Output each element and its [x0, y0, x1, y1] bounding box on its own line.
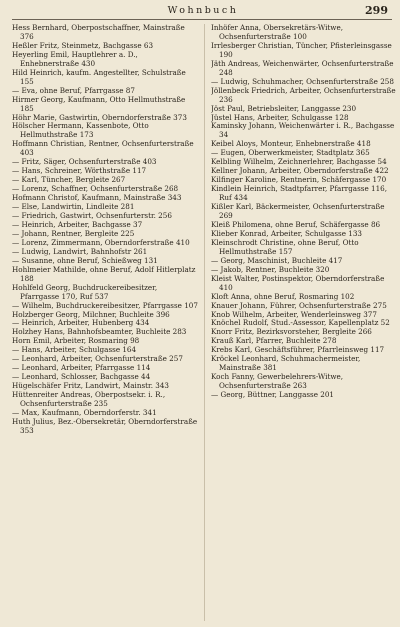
directory-entry: Hirmer Georg, Kaufmann, Otto Hellmuthstraße 185: [12, 94, 186, 113]
left-column: [12, 24, 198, 623]
header-rule: [12, 19, 392, 20]
directory-entry: Kleiß Philomena, ohne Beruf, Schäfergasse 86: [211, 219, 381, 229]
directory-entry: — Georg, Maschinist, Buchleite 417: [211, 255, 343, 265]
directory-entry: Irrlesberger Christian, Tüncher, Pfisterleinsgasse 190: [211, 40, 392, 59]
directory-entry: Kißler Karl, Bäckermeister, Ochsenfurterstraße 269: [211, 202, 385, 221]
directory-entry: — Heinrich, Arbeiter, Bachgasse 37: [12, 219, 143, 229]
directory-entry: Knauer Johann, Führer, Ochsenfurterstraße 275: [211, 300, 387, 310]
directory-entry: Jüstel Hans, Arbeiter, Schulgasse 128: [211, 112, 349, 122]
directory-entry: Krauß Karl, Pfarrer, Buchleite 278: [211, 336, 337, 346]
directory-entry: Keibel Aloys, Monteur, Enhebnerstraße 418: [211, 139, 371, 149]
directory-entry: Knorr Fritz, Bezirksvorsteher, Bergleite 266: [211, 327, 372, 337]
directory-entry: Hoffmann Christian, Rentner, Ochsenfurterstraße 403: [12, 139, 194, 158]
directory-entry: Jöst Paul, Betriebsleiter, Langgasse 230: [211, 103, 357, 113]
running-title: Wohnbuch: [167, 5, 239, 16]
directory-entry: — Friedrich, Gastwirt, Ochsenfurterstr. 256: [12, 211, 172, 221]
directory-entry: — Lorenz, Schaffner, Ochsenfurterstraße 268: [12, 184, 179, 194]
column-divider: [204, 24, 205, 621]
directory-entry: Kindlein Heinrich, Stadtpfarrer, Pfarrgasse 116, Ruf 434: [211, 184, 388, 203]
directory-entry: Krebs Karl, Geschäftsführer, Pfarrleinsweg 117: [211, 345, 385, 355]
page-number: 299: [365, 4, 388, 17]
directory-entry: Höhr Marie, Gastwirtin, Oberndorferstraße 373: [12, 112, 187, 122]
directory-entry: Hüttenreiter Andreas, Oberpostsekr. i. R., Ochsenfurterstraße 235: [12, 390, 166, 409]
directory-entry: — Johann, Rentner, Bergleite 225: [12, 228, 135, 238]
directory-entry: Holzhey Hans, Bahnhofsbeamter, Buchleite 283: [12, 327, 187, 337]
directory-entry: Hügelschäfer Fritz, Landwirt, Mainstr. 343: [12, 381, 169, 391]
directory-entry: — Max, Kaufmann, Oberndorferstr. 341: [12, 407, 157, 417]
directory-entry: Hohlmeier Mathilde, ohne Beruf, Adolf Hitlerplatz 188: [12, 264, 196, 283]
directory-entry: Jöllenbeck Friedrich, Arbeiter, Ochsenfurterstraße 236: [211, 85, 396, 104]
directory-entry: — Eva, ohne Beruf, Pfarrgasse 87: [12, 85, 135, 95]
directory-entry: Inhöfer Anna, Obersekretärs-Witwe, Ochsenfurterstraße 100: [211, 24, 344, 41]
directory-entry: Kröckel Leonhard, Schuhmachermeister, Mainstraße 381: [211, 354, 361, 373]
right-column: [211, 24, 397, 623]
directory-entry: — Fritz, Säger, Ochsenfurterstraße 403: [12, 157, 157, 167]
directory-entry: — Jakob, Rentner, Buchleite 320: [211, 264, 330, 274]
directory-entry: — Susanne, ohne Beruf, Schießweg 131: [12, 255, 158, 265]
directory-entry: — Leonhard, Arbeiter, Pfarrgasse 114: [12, 363, 151, 373]
directory-entry: — Wilhelm, Buchdruckereibesitzer, Pfarrgasse 107: [12, 300, 198, 310]
directory-entry: Kaminsky Johann, Weichenwärter i. R., Bachgasse 34: [211, 121, 395, 140]
directory-entry: Hofmann Christof, Kaufmann, Mainstraße 343: [12, 193, 182, 203]
directory-entry: Kleinschrodt Christine, ohne Beruf, Otto Hellmuthstraße 157: [211, 237, 359, 256]
directory-entry: Hohlfeld Georg, Buchdruckereibesitzer, Pfarrgasse 170, Ruf 537: [12, 282, 158, 301]
directory-entry: — Hans, Schreiner, Wörthstraße 117: [12, 166, 147, 176]
directory-entry: — Hans, Arbeiter, Schulgasse 164: [12, 345, 137, 355]
directory-entry: — Else, Landwirtin, Lindleite 281: [12, 202, 135, 212]
directory-entry: Heßler Fritz, Steinmetz, Bachgasse 63: [12, 40, 154, 50]
directory-entry: Kelbling Wilhelm, Zeichnerlehrer, Bachgasse 54: [211, 157, 387, 167]
directory-entry: Koch Fanny, Gewerbelehrers-Witwe, Ochsenfurterstraße 263: [211, 372, 344, 391]
directory-entry: — Leonhard, Schlosser, Bachgasse 44: [12, 372, 151, 382]
directory-entry: — Eugen, Oberwerkmeister, Stadtplatz 365: [211, 148, 370, 158]
directory-entry: Hölscher Hermann, Kassenbote, Otto Hellmuthstraße 173: [12, 121, 149, 140]
directory-entry: Horn Emil, Arbeiter, Rosmaring 98: [12, 336, 140, 346]
directory-entry: Holzberger Georg, Milchner, Buchleite 396: [12, 309, 170, 319]
directory-entry: — Georg, Büttner, Langgasse 201: [211, 390, 334, 400]
directory-entry: Huth Julius, Bez.-Obersekretär, Oberndorferstraße 353: [12, 416, 198, 435]
directory-entry: — Heinrich, Arbeiter, Hubenberg 434: [12, 318, 150, 328]
directory-entry: Hess Bernhard, Oberpostschaffner, Mainstraße 376: [12, 24, 185, 41]
directory-entry: Kloft Anna, ohne Beruf, Rosmaring 102: [211, 291, 355, 301]
directory-entry: — Karl, Tüncher, Bergleite 267: [12, 175, 126, 185]
directory-entry: — Leonhard, Arbeiter, Ochsenfurterstraße 257: [12, 354, 183, 364]
directory-entry: Knob Wilhelm, Arbeiter, Wenderleinsweg 377: [211, 309, 377, 319]
directory-entry: Kleist Walter, Postinspektor, Oberndorferstraße 410: [211, 273, 385, 292]
directory-entry: Kilfinger Karoline, Rentnerin, Schäfergasse 170: [211, 175, 387, 185]
directory-entry: Heyerling Emil, Hauptlehrer a. D., Enhebnerstraße 430: [12, 49, 138, 68]
page-header: [14, 4, 392, 18]
directory-entry: — Ludwig, Landwirt, Bahnhofstr 261: [12, 246, 148, 256]
directory-entry: Jäth Andreas, Weichenwärter, Ochsenfurterstraße 248: [211, 58, 394, 77]
directory-entry: Knöchel Rudolf, Stud.-Assessor, Kapellenplatz 52: [211, 318, 390, 328]
directory-entry: Klieber Konrad, Arbeiter, Schulgasse 133: [211, 228, 362, 238]
directory-entry: Kellner Johann, Arbeiter, Oberndorferstraße 422: [211, 166, 389, 176]
directory-entry: — Ludwig, Schuhmacher, Ochsenfurterstraße 258: [211, 76, 394, 86]
directory-entry: Hild Heinrich, kaufm. Angestellter, Schulstraße 155: [12, 67, 186, 86]
directory-entry: — Lorenz, Zimmermann, Oberndorferstraße 410: [12, 237, 190, 247]
